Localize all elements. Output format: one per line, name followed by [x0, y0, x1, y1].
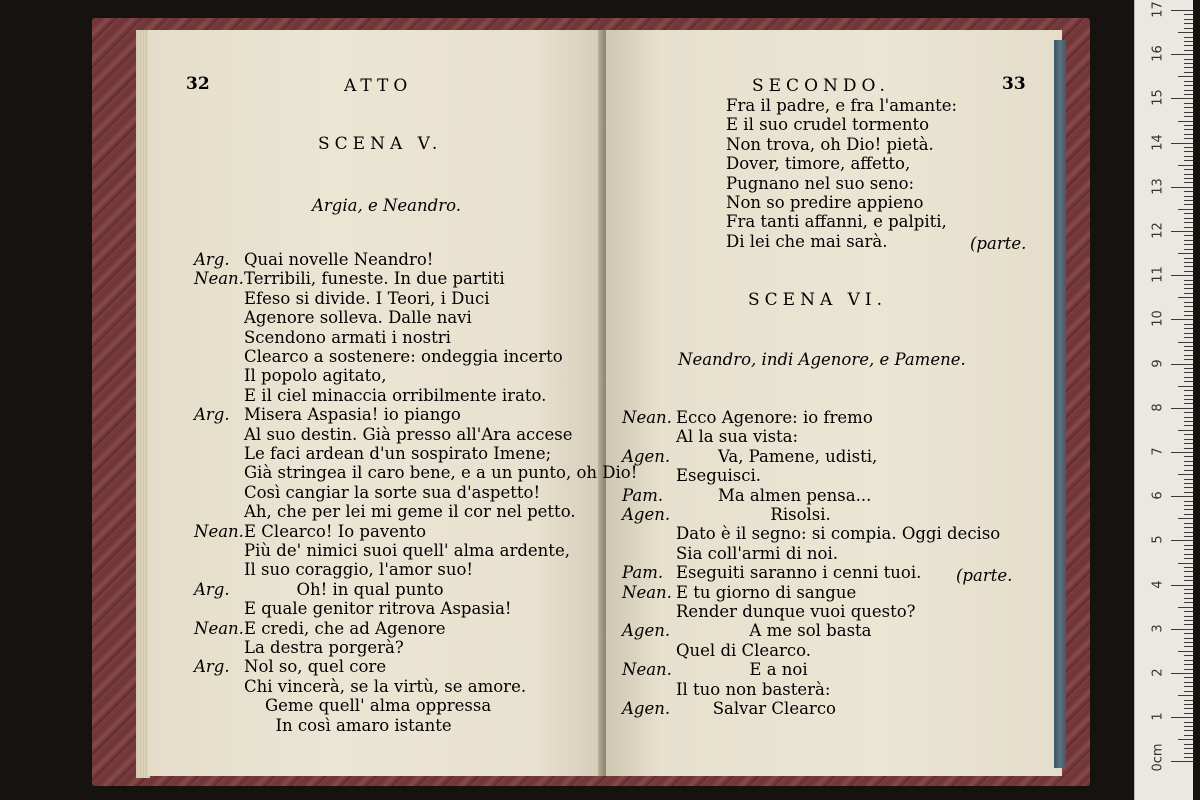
- ruler-tick: [1184, 174, 1193, 175]
- verse-line: Già stringea il caro bene, e a un punto, oh Dio!: [244, 463, 638, 483]
- verse-line: Il tuo non basterà:: [676, 679, 831, 699]
- ruler-tick: [1184, 200, 1193, 201]
- ruler-number: 16: [1150, 45, 1166, 62]
- ruler-tick: [1178, 518, 1193, 519]
- ruler-tick: [1184, 271, 1193, 272]
- ruler-tick: [1184, 576, 1193, 577]
- ruler-tick: [1184, 160, 1193, 161]
- verse-line: Così cangiar la sorte sua d'aspetto!: [244, 482, 541, 502]
- ruler-tick: [1184, 258, 1193, 259]
- ruler-number: 0cm: [1150, 743, 1166, 772]
- ruler-tick: [1178, 386, 1193, 387]
- verse-line: Scendono armati i nostri: [244, 327, 451, 347]
- verse-line: Eseguiti saranno i cenni tuoi.: [676, 563, 922, 583]
- verse-line: Render dunque vuoi questo?: [676, 602, 916, 621]
- ruler-tick: [1184, 333, 1193, 334]
- verse-line: Al suo destin. Già presso all'Ara accese: [244, 424, 573, 444]
- ruler-tick: [1184, 598, 1193, 599]
- ruler-tick: [1184, 646, 1193, 647]
- ruler-tick: [1184, 45, 1193, 46]
- ruler-number: 4: [1150, 579, 1166, 589]
- verse-line: Salvar Clearco: [676, 699, 836, 718]
- ruler-tick: [1184, 492, 1193, 493]
- verse-line: Ma almen pensa...: [676, 485, 872, 505]
- measuring-ruler: [1134, 0, 1193, 800]
- verse-line: Più de' nimici suoi quell' alma ardente,: [244, 541, 570, 560]
- speaker-label: Arg.: [194, 405, 230, 425]
- ruler-tick: [1171, 275, 1193, 276]
- ruler-tick: [1184, 368, 1193, 369]
- ruler-tick: [1184, 532, 1193, 533]
- ruler-tick: [1178, 253, 1193, 254]
- ruler-tick: [1184, 129, 1193, 130]
- right-scene-title: SCENA VI.: [748, 290, 888, 310]
- ruler-tick: [1184, 81, 1193, 82]
- ruler-number: 11: [1150, 266, 1166, 283]
- ruler-tick: [1184, 395, 1193, 396]
- verse-line: Efeso si divide. I Teori, i Duci: [244, 288, 490, 308]
- ruler-tick: [1184, 41, 1193, 42]
- ruler-tick: [1184, 90, 1193, 91]
- ruler-tick: [1184, 501, 1193, 502]
- ruler-tick: [1178, 342, 1193, 343]
- ruler-tick: [1184, 602, 1193, 603]
- verse-line: Ecco Agenore: io fremo: [676, 408, 873, 427]
- ruler-tick: [1184, 509, 1193, 510]
- ruler-tick: [1184, 116, 1193, 117]
- ruler-tick: [1184, 624, 1193, 625]
- ruler-tick: [1184, 112, 1193, 113]
- ruler-tick: [1184, 527, 1193, 528]
- ruler-tick: [1184, 372, 1193, 373]
- ruler-tick: [1184, 567, 1193, 568]
- ruler-tick: [1184, 37, 1193, 38]
- ruler-tick: [1184, 399, 1193, 400]
- ruler-tick: [1184, 240, 1193, 241]
- verse-line: Pugnano nel suo seno:: [726, 173, 915, 193]
- ruler-tick: [1184, 191, 1193, 192]
- speaker-label: Arg.: [194, 579, 230, 599]
- ruler-number: 1: [1150, 712, 1166, 721]
- ruler-tick: [1184, 633, 1193, 634]
- ruler-tick: [1184, 425, 1193, 426]
- ruler-tick: [1184, 381, 1193, 382]
- verse-line: Quel di Clearco.: [676, 640, 812, 660]
- ruler-number: 8: [1150, 403, 1166, 412]
- ruler-tick: [1184, 302, 1193, 303]
- ruler-tick: [1184, 730, 1193, 731]
- ruler-tick: [1184, 448, 1193, 449]
- speaker-label: Nean.: [194, 618, 244, 638]
- ruler-tick: [1184, 545, 1193, 546]
- ruler-tick: [1178, 563, 1193, 564]
- ruler-tick: [1184, 748, 1193, 749]
- ruler-tick: [1184, 204, 1193, 205]
- verse-line: Non so predire appieno: [726, 193, 924, 212]
- right-running-head: SECONDO.: [752, 76, 890, 96]
- verse-line: Agenore solleva. Dalle navi: [244, 308, 472, 328]
- ruler-tick: [1184, 103, 1193, 104]
- speaker-label: Nean.: [622, 408, 672, 427]
- ruler-tick: [1184, 421, 1193, 422]
- verse-line: Chi vincerà, se la virtù, se amore.: [244, 676, 527, 696]
- ruler-tick: [1184, 196, 1193, 197]
- ruler-tick: [1178, 695, 1193, 696]
- ruler-tick: [1184, 178, 1193, 179]
- ruler-tick: [1178, 32, 1193, 33]
- ruler-tick: [1184, 558, 1193, 559]
- ruler-tick: [1178, 430, 1193, 431]
- verse-line: A me sol basta: [676, 621, 872, 641]
- ruler-tick: [1184, 456, 1193, 457]
- ruler-tick: [1184, 107, 1193, 108]
- ruler-tick: [1184, 753, 1193, 754]
- ruler-tick: [1184, 213, 1193, 214]
- left-page-number: 32: [186, 74, 210, 94]
- ruler-tick: [1171, 231, 1193, 232]
- ruler-tick: [1184, 514, 1193, 515]
- ruler-tick: [1184, 138, 1193, 139]
- ruler-number: 12: [1150, 222, 1166, 239]
- ruler-tick: [1184, 134, 1193, 135]
- ruler-tick: [1184, 244, 1193, 245]
- speaker-label: Agen.: [622, 621, 671, 641]
- speaker-label: Agen.: [622, 505, 671, 524]
- ruler-tick: [1184, 222, 1193, 223]
- ruler-tick: [1184, 505, 1193, 506]
- ruler-tick: [1184, 288, 1193, 289]
- ruler-number: 6: [1150, 491, 1166, 500]
- ruler-tick: [1184, 94, 1193, 95]
- ruler-tick: [1184, 536, 1193, 537]
- ruler-tick: [1184, 704, 1193, 705]
- ruler-tick: [1184, 59, 1193, 60]
- page-edge-right: [1054, 40, 1066, 768]
- ruler-number: 9: [1150, 358, 1166, 368]
- ruler-tick: [1178, 76, 1193, 77]
- verse-line: E tu giorno di sangue: [676, 582, 857, 602]
- ruler-tick: [1184, 390, 1193, 391]
- ruler-tick: [1184, 713, 1193, 714]
- verse-line: E a noi: [676, 660, 808, 680]
- ruler-number: 7: [1150, 447, 1166, 456]
- verse-line: Clearco a sostenere: ondeggia incerto: [244, 347, 563, 366]
- ruler-tick: [1184, 23, 1193, 24]
- right-page-number: 33: [1002, 74, 1026, 94]
- speaker-label: Agen.: [622, 699, 671, 718]
- verse-line: Al la sua vista:: [676, 427, 799, 447]
- ruler-tick: [1184, 14, 1193, 15]
- ruler-tick: [1184, 306, 1193, 307]
- verse-line: Ah, che per lei mi geme il cor nel petto.: [244, 502, 576, 522]
- verse-line: E Clearco! Io pavento: [244, 521, 427, 541]
- ruler-tick: [1184, 461, 1193, 462]
- speaker-label: Nean.: [194, 269, 244, 289]
- ruler-tick: [1171, 452, 1193, 453]
- ruler-tick: [1184, 125, 1193, 126]
- ruler-tick: [1184, 655, 1193, 656]
- speaker-label: Agen.: [622, 446, 671, 466]
- ruler-tick: [1184, 589, 1193, 590]
- ruler-number: 3: [1150, 624, 1166, 633]
- ruler-tick: [1184, 147, 1193, 148]
- ruler-tick: [1184, 682, 1193, 683]
- ruler-tick: [1184, 355, 1193, 356]
- ruler-tick: [1178, 121, 1193, 122]
- ruler-tick: [1184, 315, 1193, 316]
- verse-line: Dover, timore, affetto,: [726, 154, 911, 174]
- ruler-tick: [1184, 708, 1193, 709]
- ruler-tick: [1171, 143, 1193, 144]
- ruler-tick: [1178, 209, 1193, 210]
- ruler-tick: [1184, 735, 1193, 736]
- speaker-label: Arg.: [194, 657, 230, 677]
- ruler-tick: [1184, 359, 1193, 360]
- ruler-tick: [1171, 717, 1193, 718]
- ruler-tick: [1184, 434, 1193, 435]
- ruler-tick: [1184, 638, 1193, 639]
- ruler-tick: [1171, 496, 1193, 497]
- ruler-tick: [1184, 311, 1193, 312]
- left-running-head: ATTO: [344, 76, 413, 96]
- ruler-number: 15: [1150, 89, 1166, 107]
- verse-line: Risolsi.: [676, 505, 831, 524]
- ruler-tick: [1184, 280, 1193, 281]
- verse-line: Nol so, quel core: [244, 657, 387, 677]
- ruler-tick: [1184, 726, 1193, 727]
- ruler-tick: [1184, 249, 1193, 250]
- verse-line: Misera Aspasia! io piango: [244, 405, 461, 425]
- ruler-tick: [1184, 417, 1193, 418]
- left-scene-title: SCENA V.: [318, 134, 443, 154]
- ruler-number: 14: [1150, 133, 1166, 151]
- ruler-tick: [1184, 660, 1193, 661]
- verse-line: E quale genitor ritrova Aspasia!: [244, 599, 512, 619]
- ruler-tick: [1184, 151, 1193, 152]
- verse-line: E credi, che ad Agenore: [244, 618, 446, 638]
- ruler-tick: [1184, 571, 1193, 572]
- ruler-tick: [1178, 607, 1193, 608]
- ruler-tick: [1171, 673, 1193, 674]
- ruler-number: 13: [1150, 178, 1166, 195]
- verse-line: E il suo crudel tormento: [726, 115, 930, 135]
- speaker-label: Nean.: [622, 660, 672, 680]
- ruler-tick: [1184, 549, 1193, 550]
- verse-line: Fra il padre, e fra l'amante:: [726, 96, 958, 115]
- speaker-label: Pam.: [622, 485, 664, 505]
- ruler-tick: [1184, 328, 1193, 329]
- ruler-tick: [1184, 691, 1193, 692]
- verse-line: Dato è il segno: si compia. Oggi deciso: [676, 524, 1001, 544]
- ruler-tick: [1171, 629, 1193, 630]
- ruler-tick: [1178, 739, 1193, 740]
- ruler-number: 17: [1150, 1, 1166, 18]
- ruler-tick: [1171, 540, 1193, 541]
- ruler-tick: [1178, 474, 1193, 475]
- ruler-tick: [1184, 523, 1193, 524]
- ruler-tick: [1184, 377, 1193, 378]
- ruler-tick: [1184, 63, 1193, 64]
- ruler-tick: [1184, 218, 1193, 219]
- ruler-tick: [1178, 297, 1193, 298]
- ruler-tick: [1184, 403, 1193, 404]
- ruler-tick: [1184, 483, 1193, 484]
- ruler-tick: [1184, 757, 1193, 758]
- ruler-tick: [1184, 346, 1193, 347]
- ruler-tick: [1184, 593, 1193, 594]
- verse-line: Geme quell' alma oppressa: [244, 696, 492, 716]
- ruler-tick: [1184, 642, 1193, 643]
- speaker-label: Pam.: [622, 563, 664, 583]
- ruler-tick: [1178, 651, 1193, 652]
- ruler-tick: [1184, 465, 1193, 466]
- ruler-tick: [1184, 686, 1193, 687]
- verse-line: Fra tanti affanni, e palpiti,: [726, 212, 947, 232]
- ruler-tick: [1184, 262, 1193, 263]
- ruler-tick: [1184, 19, 1193, 20]
- ruler-tick: [1184, 470, 1193, 471]
- ruler-tick: [1184, 722, 1193, 723]
- verse-line: Il popolo agitato,: [244, 366, 387, 386]
- ruler-tick: [1171, 10, 1193, 11]
- ruler-tick: [1171, 319, 1193, 320]
- speaker-label: Nean.: [194, 521, 244, 541]
- speaker-label: Nean.: [622, 582, 672, 602]
- ruler-tick: [1184, 744, 1193, 745]
- ruler-tick: [1171, 585, 1193, 586]
- ruler-tick: [1184, 669, 1193, 670]
- verse-line: Non trova, oh Dio! pietà.: [726, 134, 934, 154]
- ruler-tick: [1184, 700, 1193, 701]
- verse-line: Terribili, funeste. In due partiti: [244, 269, 505, 289]
- ruler-tick: [1184, 580, 1193, 581]
- ruler-tick: [1184, 182, 1193, 183]
- verse-line: La destra porgerà?: [244, 638, 404, 657]
- ruler-number: 10: [1150, 310, 1166, 328]
- verse-line: Il suo coraggio, l'amor suo!: [244, 560, 474, 580]
- ruler-tick: [1184, 28, 1193, 29]
- ruler-tick: [1171, 364, 1193, 365]
- ruler-tick: [1184, 664, 1193, 665]
- ruler-tick: [1184, 554, 1193, 555]
- ruler-tick: [1184, 677, 1193, 678]
- ruler-tick: [1184, 284, 1193, 285]
- ruler-tick: [1184, 85, 1193, 86]
- ruler-tick: [1184, 616, 1193, 617]
- ruler-tick: [1171, 54, 1193, 55]
- ruler-tick: [1184, 50, 1193, 51]
- verse-line: Va, Pamene, udisti,: [676, 446, 878, 466]
- ruler-tick: [1171, 187, 1193, 188]
- ruler-tick: [1184, 324, 1193, 325]
- ruler-tick: [1184, 620, 1193, 621]
- speaker-label: Arg.: [194, 250, 230, 269]
- right-characters: Neandro, indi Agenore, e Pamene.: [678, 350, 966, 369]
- ruler-tick: [1184, 479, 1193, 480]
- ruler-tick: [1171, 761, 1193, 762]
- ruler-tick: [1184, 67, 1193, 68]
- ruler-tick: [1171, 98, 1193, 99]
- verse-line: Sia coll'armi di noi.: [676, 543, 838, 563]
- ruler-tick: [1184, 156, 1193, 157]
- ruler-tick: [1184, 337, 1193, 338]
- ruler-tick: [1178, 165, 1193, 166]
- left-characters: Argia, e Neandro.: [312, 196, 461, 215]
- ruler-tick: [1184, 350, 1193, 351]
- ruler-tick: [1171, 408, 1193, 409]
- verse-line: Oh! in qual punto: [244, 579, 444, 599]
- ruler-tick: [1184, 443, 1193, 444]
- stage-direction-1: (parte.: [970, 234, 1027, 253]
- verse-line: Di lei che mai sarà.: [726, 231, 888, 251]
- verse-line: E il ciel minaccia orribilmente irato.: [244, 385, 547, 405]
- ruler-tick: [1184, 439, 1193, 440]
- verse-line: Le faci ardean d'un sospirato Imene;: [244, 444, 552, 463]
- ruler-tick: [1184, 412, 1193, 413]
- stage-direction-2: (parte.: [956, 566, 1013, 585]
- ruler-tick: [1184, 227, 1193, 228]
- ruler-tick: [1184, 235, 1193, 236]
- ruler-tick: [1184, 169, 1193, 170]
- verse-line: Quai novelle Neandro!: [244, 250, 434, 269]
- ruler-tick: [1184, 293, 1193, 294]
- ruler-tick: [1184, 487, 1193, 488]
- ruler-tick: [1184, 266, 1193, 267]
- ruler-tick: [1184, 72, 1193, 73]
- ruler-number: 2: [1150, 668, 1166, 677]
- ruler-tick: [1184, 611, 1193, 612]
- verse-line: In così amaro istante: [244, 715, 452, 735]
- ruler-number: 5: [1150, 535, 1166, 545]
- verse-line: Eseguisci.: [676, 466, 761, 486]
